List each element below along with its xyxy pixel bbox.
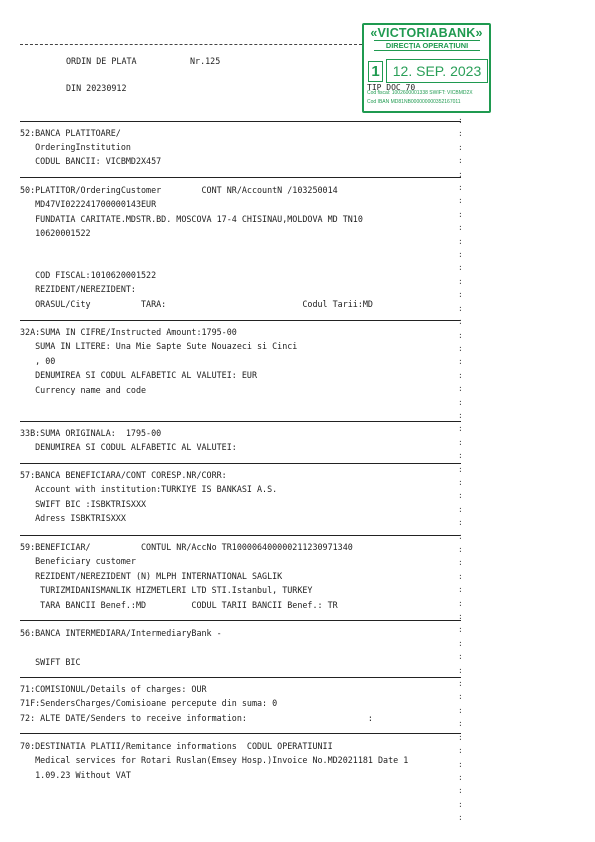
stamp-fiscal-line: Cod fiscal: 1002600001338 SWIFT: VICBMD2X xyxy=(367,90,473,96)
document-type: TIP DOC 70 xyxy=(367,83,416,92)
section-50-fiscal-details: COD FISCAL:1010620001522 REZIDENT/NEREZIDENT: ORASUL/City TARA: Codul Tarii:MD xyxy=(20,270,373,309)
section-33b-original-amount: 33B:SUMA ORIGINALA: 1795-00 DENUMIREA SI CODUL ALFABETIC AL VALUTEI: xyxy=(20,428,237,453)
section-divider xyxy=(20,121,461,122)
section-divider xyxy=(20,620,461,621)
document-date: DIN 20230912 xyxy=(66,83,127,93)
section-56-intermediary-bank: 56:BANCA INTERMEDIARA/IntermediaryBank - SWIFT BIC xyxy=(20,628,222,667)
section-divider xyxy=(20,177,461,178)
section-52-ordering-bank: 52:BANCA PLATITOARE/ OrderingInstitution CODUL BANCII: VICBMD2X457 xyxy=(20,128,162,167)
section-divider xyxy=(20,320,461,321)
stamp-department: DIRECȚIA OPERAȚIUNI xyxy=(374,40,480,51)
section-59-beneficiary: 59:BENEFICIAR/ CONTUL NR/AccNo TR100006400000211230971340 Beneficiary customer REZIDENT/NEREZIDENT (N) MLPH INTERNATIONAL SAGLIK TURIZMIDANISMANLIK HIZMETLERI LTD STI.Istanbul, TURKEY TARA BANCII Benef.:MD CODUL TARII BANCII Benef.: TR xyxy=(20,542,353,610)
stamp-bank-name: «VICTORIABANK» xyxy=(370,26,483,40)
section-32a-amount: 32A:SUMA IN CIFRE/Instructed Amount:1795-00 SUMA IN LITERE: Una Mie Sapte Sute Nouazeci si Cinci , 00 DENUMIREA SI CODUL ALFABETIC AL VALUTEI: EUR Currency name and code xyxy=(20,327,298,395)
right-margin-colons: : : : : : : : : : : : : : : : : : : : : : : : : : : : : : : : : : : : : : : : : : : : : : : : : : : : : : xyxy=(458,116,463,823)
stamp-date: 12. SEP. 2023 xyxy=(386,59,488,83)
document-number: Nr.125 xyxy=(190,56,221,66)
section-50-ordering-customer: 50:PLATITOR/OrderingCustomer CONT NR/AccountN /103250014 MD47VI022241700000143EUR FUNDATIA CARITATE.MDSTR.BD. MOSCOVA 17-4 CHISINAU,MOLDOVA MD TN10 10620001522 xyxy=(20,185,363,239)
section-divider xyxy=(20,535,461,536)
top-dashed-rule xyxy=(20,44,362,45)
section-71-charges: 71:COMISIONUL/Details of charges: OUR 71F:SendersCharges/Comisioane percepute din suma: 0 72: ALTE DATE/Senders to receive information: : xyxy=(20,684,373,723)
stamp-iban-line: Cod IBAN MD81NB000000000352167011 xyxy=(367,99,461,105)
section-70-remittance-info: 70:DESTINATIA PLATII/Remitance informations CODUL OPERATIUNII Medical services for Rotari Ruslan(Emsey Hosp.)Invoice No.MD2021181 Date 1 1.09.23 Without VAT xyxy=(20,741,409,780)
bank-stamp xyxy=(362,23,491,113)
section-divider xyxy=(20,463,461,464)
section-divider xyxy=(20,421,461,422)
section-divider xyxy=(20,677,461,678)
section-57-beneficiary-bank: 57:BANCA BENEFICIARA/CONT CORESP.NR/CORR: Account with institution:TURKIYE IS BANKASI A.S. SWIFT BIC :ISBKTRISXXX Adress ISBKTRISXXX xyxy=(20,470,278,524)
stamp-number: 1 xyxy=(368,61,383,82)
section-divider xyxy=(20,733,461,734)
document-title: ORDIN DE PLATA xyxy=(66,56,137,66)
